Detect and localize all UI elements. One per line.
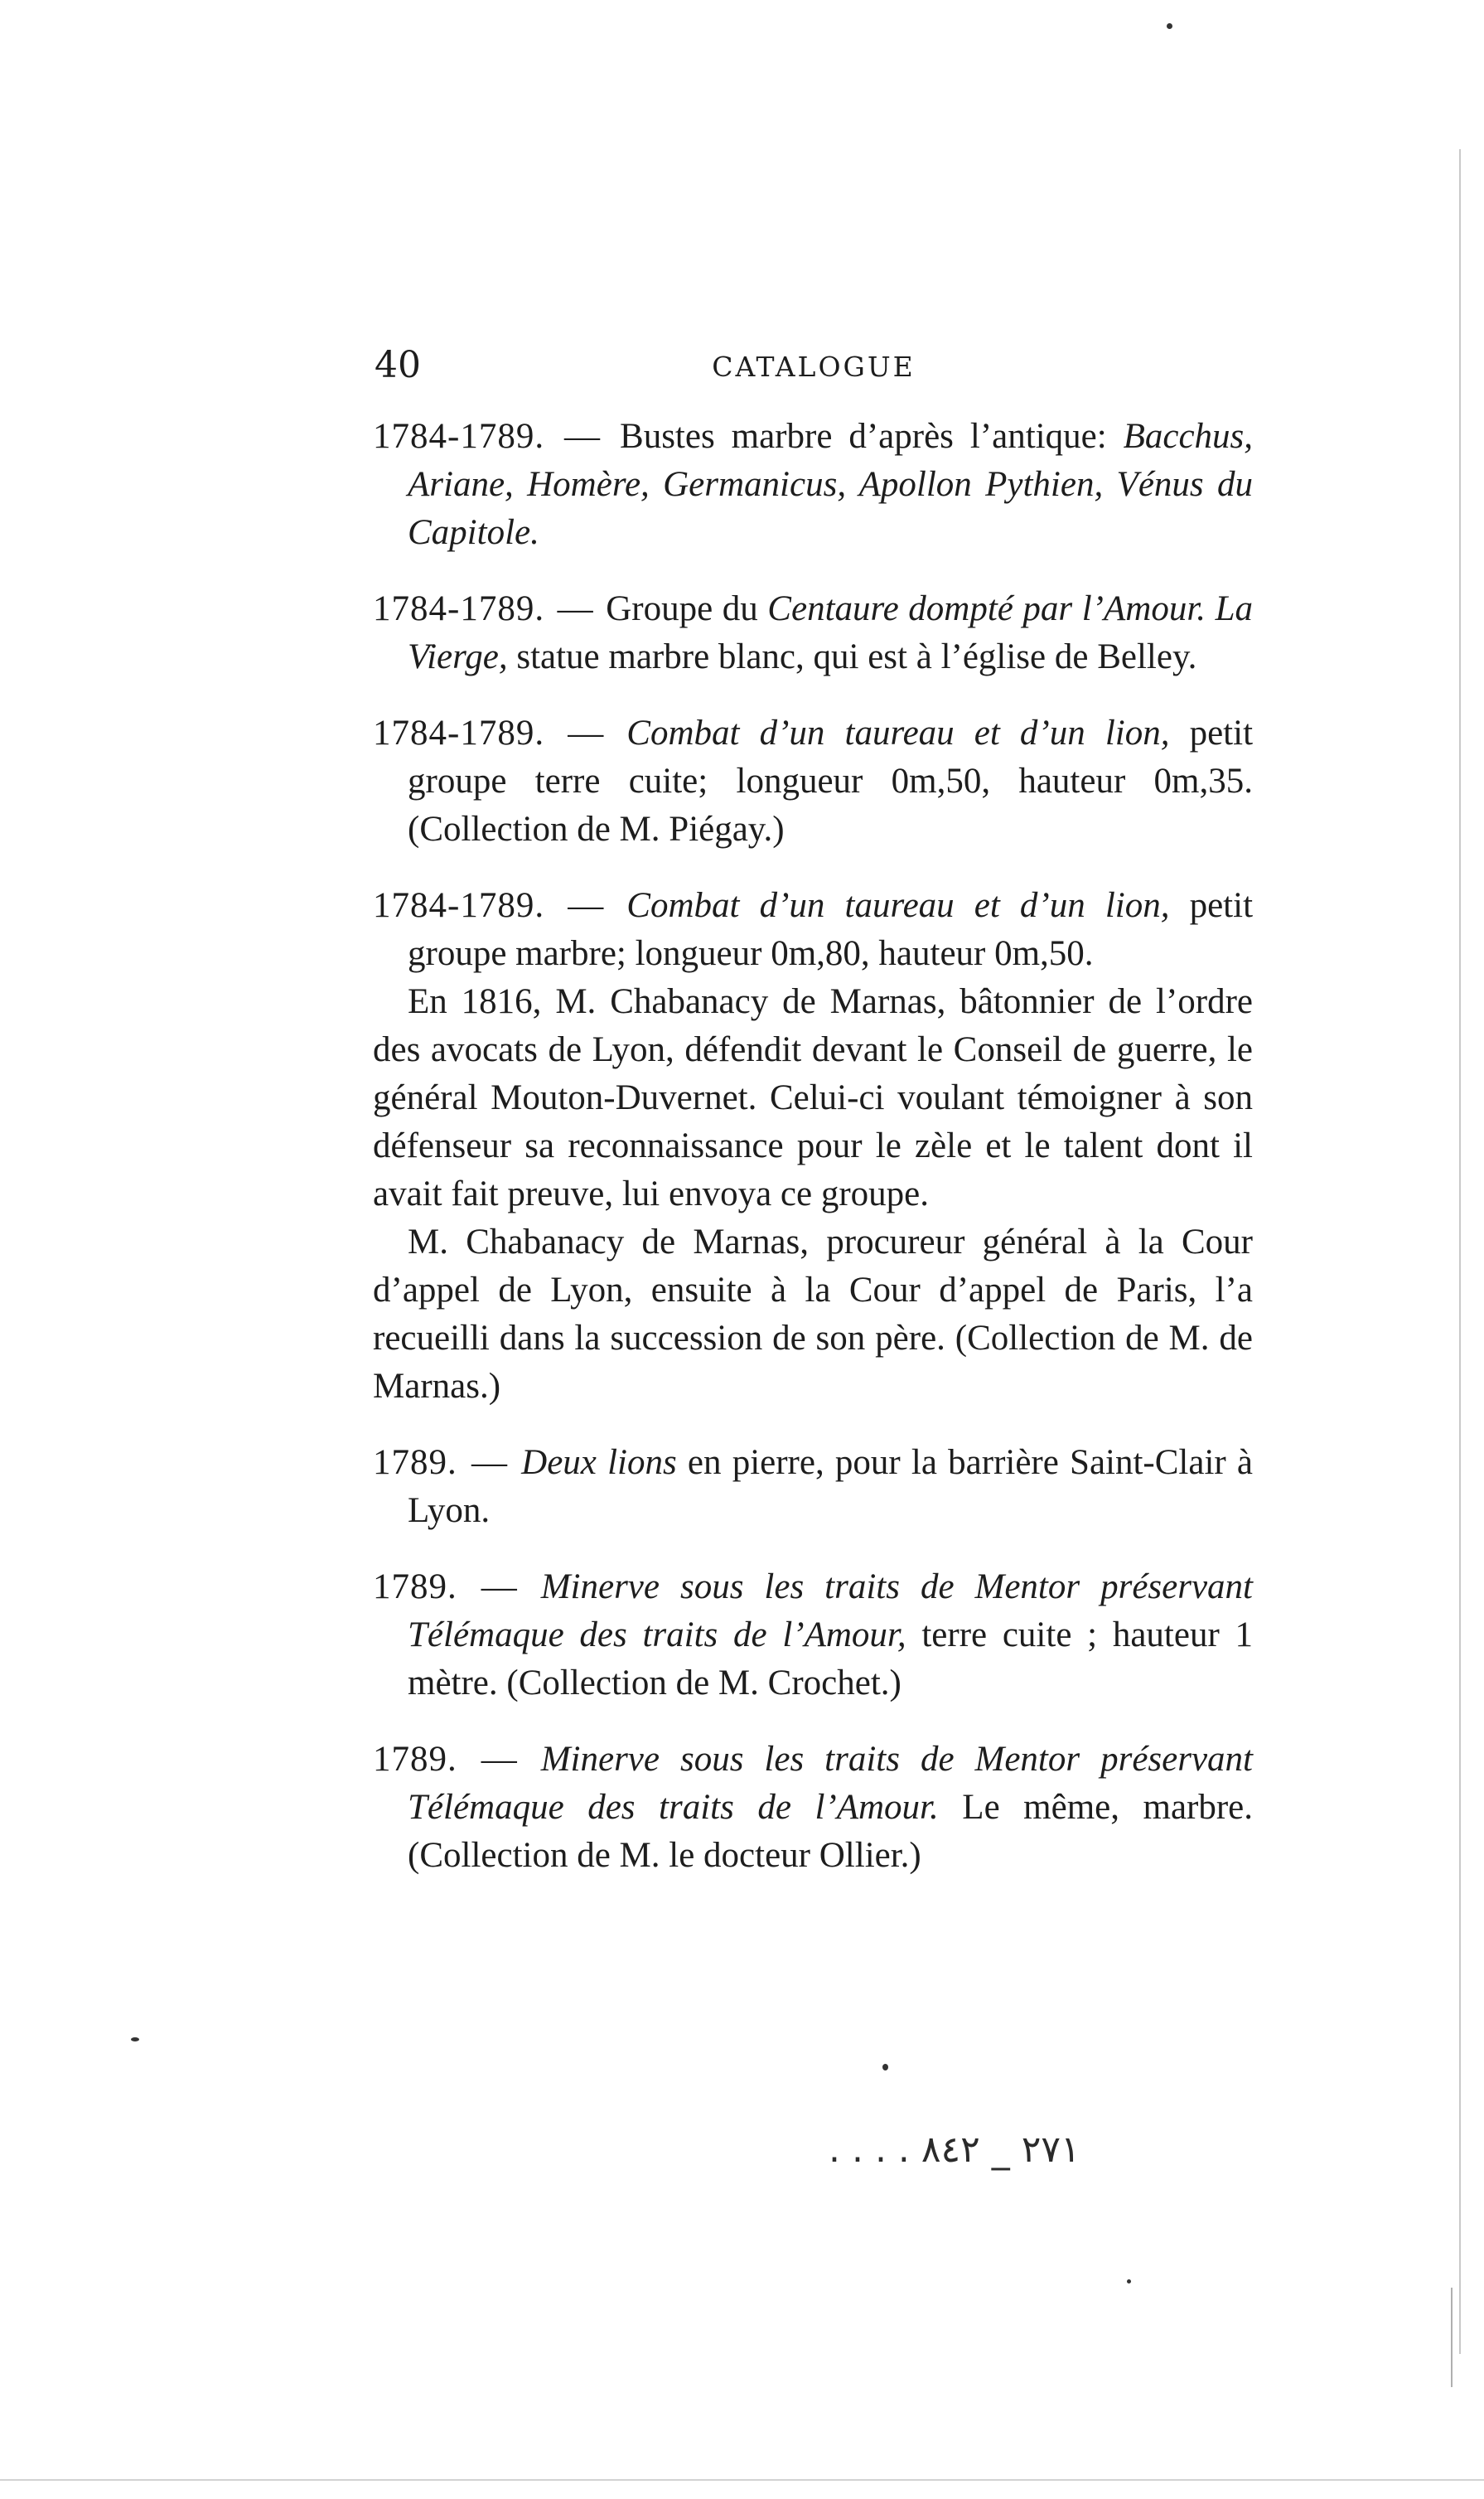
entry-italic-title: Bacchus, Ariane, Homère, Germanicus, Apollon Pythien, Vénus du Capitole. [408, 417, 1254, 552]
entry-text: petit groupe marbre; longueur 0m,80, hauteur 0m,50. [408, 886, 1254, 973]
entry-text: terre cuite ; hauteur 1 mètre. (Collection de M. Crochet.) [408, 1615, 1253, 1702]
entry-italic-title: Minerve sous les traits de Mentor préservant Télémaque des traits de l’Amour. [408, 1740, 1253, 1827]
entry-italic-title: Deux lions [521, 1443, 677, 1482]
catalogue-entry [373, 710, 1253, 854]
entry-italic-title: Combat d’un taureau et d’un lion, [626, 886, 1170, 925]
page-edge-line [1459, 149, 1461, 2354]
catalogue-entry [373, 1736, 1253, 1880]
catalogue-entry [373, 1563, 1253, 1707]
ink-speck [1167, 23, 1172, 29]
entry-dash: — [471, 1443, 507, 1482]
catalogue-entry [373, 882, 1253, 978]
entry-text: Le même, marbre. (Collection de M. le docteur Ollier.) [408, 1788, 1254, 1875]
library-stamp-marks: . . . . ٢٧١ _ ٨٤٢ [829, 2129, 1080, 2171]
entry-italic-title: Combat d’un taureau et d’un lion, [626, 714, 1170, 753]
entry-paragraph: M. Chabanacy de Marnas, procureur général à la Cour d’appel de Lyon, ensuite à la Cour d’appel de Paris, l’a recueilli dans la succession de son père. (Collection de M. de Marnas.) [373, 1223, 1253, 1406]
entry-italic-title: Minerve sous les traits de Mentor préservant Télémaque des traits de l’Amour, [408, 1567, 1253, 1654]
entry-date: 1789. [373, 1740, 457, 1779]
entry-date: 1784-1789. [373, 589, 545, 628]
page-header [375, 344, 1253, 394]
running-title: CATALOGUE [712, 351, 916, 383]
entry-dash: — [557, 589, 593, 628]
entry-date: 1784-1789. [373, 714, 545, 753]
entry-dash: — [564, 417, 601, 456]
entry-date: 1784-1789. [373, 886, 545, 925]
entry-italic-title: La Vierge, [408, 589, 1254, 676]
entry-dash: — [481, 1567, 517, 1606]
entry-dash: — [481, 1740, 517, 1779]
entry-text: statue marbre blanc, qui est à l’église de Belley. [516, 637, 1197, 676]
ink-speck [882, 2064, 888, 2070]
entry-italic-title: Centaure dompté par l’Amour. [767, 589, 1206, 628]
page-edge-line [1451, 2288, 1453, 2387]
entry-text: Bustes marbre d’après l’antique: [620, 417, 1107, 456]
entry-dash: — [568, 886, 604, 925]
entry-text: Groupe du [606, 589, 758, 628]
entry-date: 1789. [373, 1443, 457, 1482]
entry-paragraph: En 1816, M. Chabanacy de Marnas, bâtonnier de l’ordre des avocats de Lyon, défendit devant le Conseil de guerre, le général Mouton-Duvernet. Celui-ci voulant témoigner à son défenseur sa reconnaissance pour le zèle et le talent dont il avait fait preuve, lui envoya ce groupe. [373, 982, 1253, 1213]
page-bottom-line [0, 2479, 1484, 2481]
page-number: 40 [375, 344, 421, 386]
entry-text: en pierre, pour la barrière Saint-Clair à Lyon. [408, 1443, 1254, 1530]
catalogue-entry [373, 585, 1253, 681]
entry-date: 1789. [373, 1567, 457, 1606]
entry-text: petit groupe terre cuite; longueur 0m,50, hauteur 0m,35. (Collection de M. Piégay.) [408, 714, 1254, 849]
entry-date: 1784-1789. [373, 417, 545, 456]
catalogue-entry [373, 1439, 1253, 1535]
entry-dash: — [568, 714, 604, 753]
catalogue-entry [373, 413, 1253, 557]
catalogue-body [373, 413, 1253, 1908]
ink-speck [131, 2037, 139, 2041]
ink-speck [1127, 2279, 1131, 2283]
